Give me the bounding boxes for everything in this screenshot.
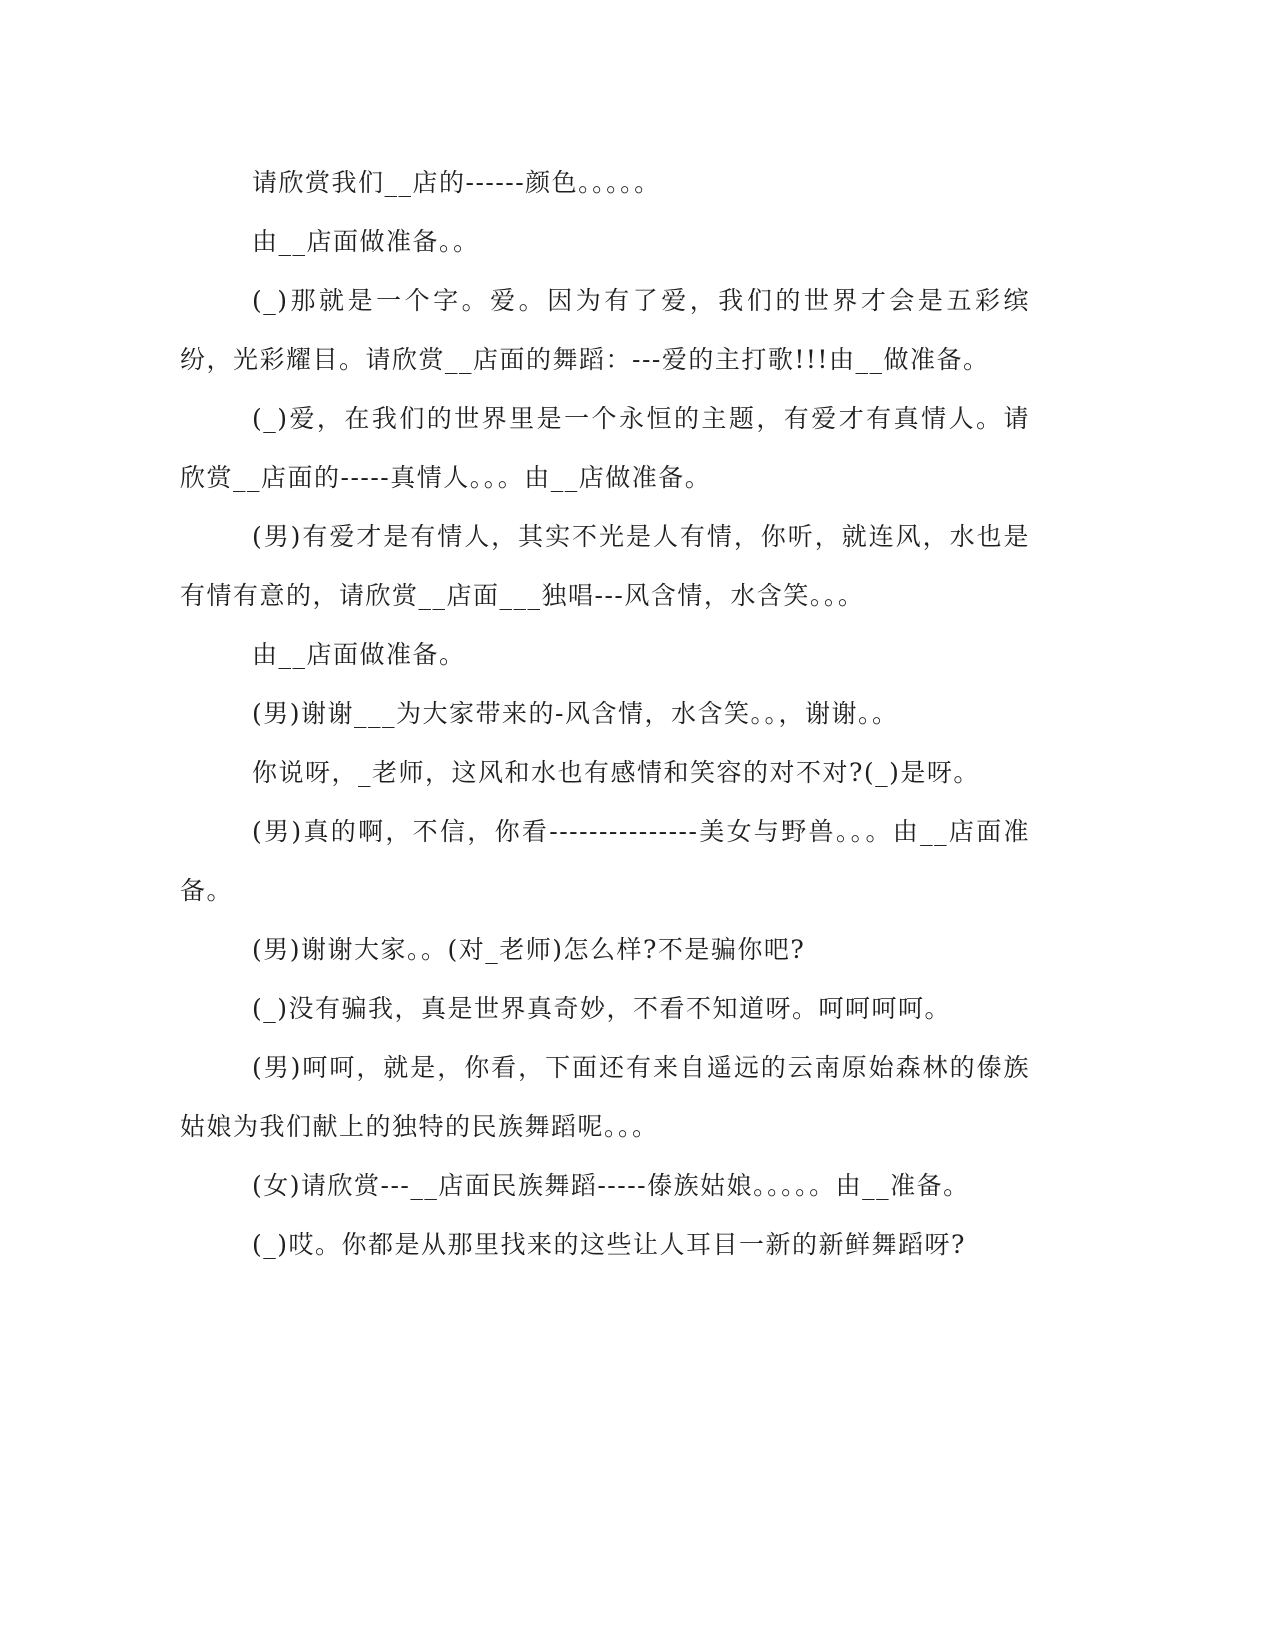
paragraph: (_)那就是一个字。爱。因为有了爱，我们的世界才会是五彩缤纷，光彩耀目。请欣赏__店面的舞蹈：---爱的主打歌!!!由__做准备。	[180, 286, 1030, 374]
paragraph: (男)有爱才是有情人，其实不光是人有情，你听，就连风，水也是有情有意的，请欣赏__店面___独唱---风含情，水含笑。。。	[180, 522, 1030, 610]
paragraph: (男)谢谢___为大家带来的-风含情，水含笑。。，谢谢。。	[252, 699, 899, 728]
paragraph: 请欣赏我们__店的------颜色。。。。。	[252, 168, 661, 197]
paragraph: (男)真的啊，不信，你看---------------美女与野兽。。。由__店面准备。	[180, 817, 1030, 905]
paragraph: (_)哎。你都是从那里找来的这些让人耳目一新的新鲜舞蹈呀?	[252, 1230, 966, 1259]
document-body	[180, 153, 1030, 1274]
paragraph: (男)谢谢大家。。(对_老师)怎么样?不是骗你吧?	[252, 935, 806, 964]
paragraph: 由__店面做准备。	[252, 640, 466, 669]
paragraph: (_)没有骗我，真是世界真奇妙，不看不知道呀。呵呵呵呵。	[252, 994, 952, 1023]
paragraph: 由__店面做准备。。	[252, 227, 480, 256]
paragraph: (_)爱，在我们的世界里是一个永恒的主题，有爱才有真情人。请欣赏__店面的-----真情人。。。由__店做准备。	[180, 404, 1030, 492]
paragraph: 你说呀，_老师，这风和水也有感情和笑容的对不对?(_)是呀。	[252, 758, 980, 787]
paragraph: (男)呵呵，就是，你看，下面还有来自遥远的云南原始森林的傣族姑娘为我们献上的独特的民族舞蹈呢。。。	[180, 1053, 1030, 1141]
paragraph: (女)请欣赏---__店面民族舞蹈-----傣族姑娘。。。。。由__准备。	[252, 1171, 970, 1200]
